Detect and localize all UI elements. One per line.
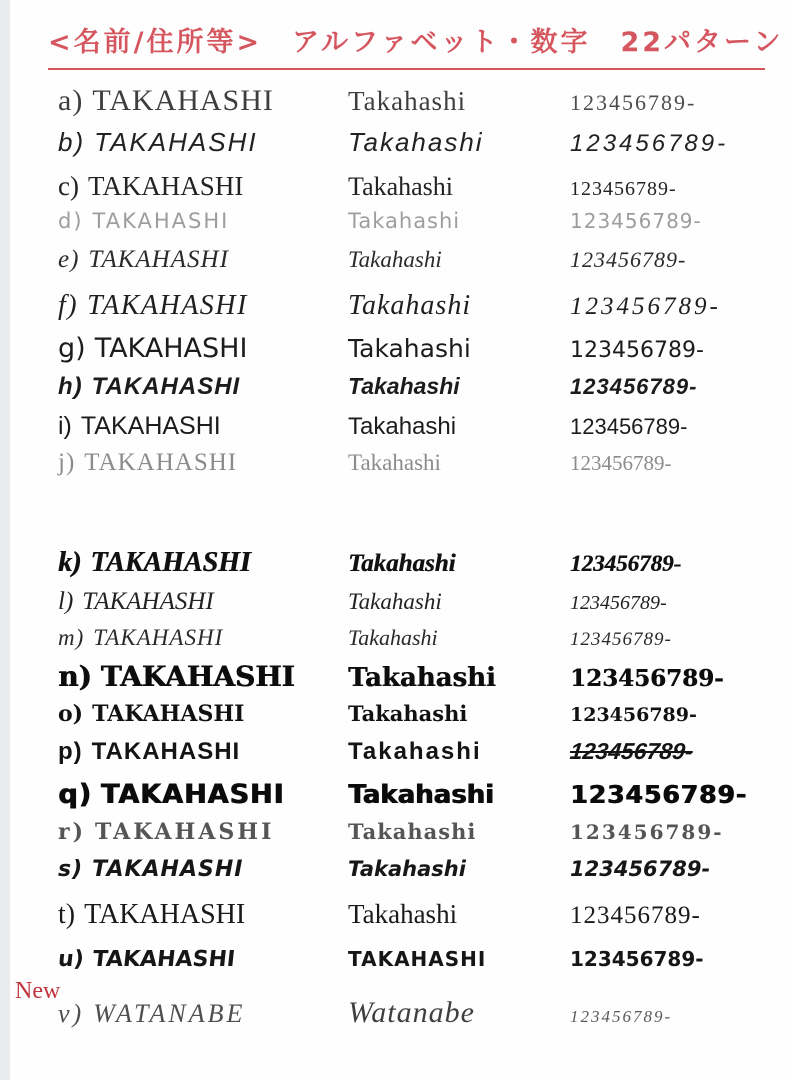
name-sample: TAKAHASHI xyxy=(88,246,229,273)
capitalized-sample: Takahashi xyxy=(348,127,484,157)
capitalized-sample: Takahashi xyxy=(348,247,442,272)
uppercase-sample xyxy=(58,701,348,727)
row-label: f) xyxy=(58,290,79,321)
numerals-sample: 123456789- xyxy=(570,130,729,157)
row-label: s) xyxy=(58,857,84,882)
font-sample-row xyxy=(58,84,773,118)
row-label: h) xyxy=(58,373,83,400)
numerals-sample: 123456789- xyxy=(570,704,697,726)
uppercase-sample xyxy=(58,209,348,233)
numerals-sample: 123456789- xyxy=(570,178,677,200)
font-sample-row xyxy=(58,701,773,727)
name-sample: TAKAHASHI xyxy=(100,660,295,693)
font-sample-row xyxy=(58,588,773,616)
row-label: l) xyxy=(58,588,74,615)
numerals-sample: 123456789- xyxy=(570,665,724,692)
numerals-sample: 123456789- xyxy=(570,629,672,650)
font-sample-row xyxy=(58,547,773,579)
name-sample: TAKAHASHI xyxy=(92,857,244,882)
uppercase-sample xyxy=(58,999,348,1029)
capitalized-sample: Takahashi xyxy=(348,701,468,726)
numerals-sample: 123456789- xyxy=(570,902,701,929)
font-sample-row xyxy=(58,899,773,931)
row-label: q) xyxy=(58,779,92,810)
row-label: d) xyxy=(58,209,84,233)
uppercase-sample xyxy=(58,127,348,158)
uppercase-sample xyxy=(58,857,348,882)
font-sample-row xyxy=(58,171,773,202)
name-sample: TAKAHASHI xyxy=(91,373,241,400)
font-sample-row xyxy=(58,412,773,441)
capitalized-sample: Takahashi xyxy=(348,738,482,765)
name-sample: TAKAHASHI xyxy=(92,701,245,727)
capitalized-sample: TAKAHASHI xyxy=(348,947,487,971)
capitalized-sample: Takahashi xyxy=(348,172,454,201)
capitalized-sample: Takahashi xyxy=(348,589,442,614)
capitalized-sample: Takahashi xyxy=(348,373,460,399)
font-sample-row xyxy=(58,373,773,401)
font-sample-row xyxy=(58,127,773,158)
name-sample: TAKAHASHI xyxy=(92,209,230,233)
font-sample-row xyxy=(58,819,773,845)
numerals-sample: 123456789- xyxy=(570,947,704,971)
row-label: v) xyxy=(58,999,85,1028)
name-sample: TAKAHASHI xyxy=(82,588,214,615)
capitalized-sample: Takahashi xyxy=(348,899,458,929)
font-sample-row xyxy=(58,738,773,766)
name-sample: TAKAHASHI xyxy=(93,625,224,650)
font-sample-row xyxy=(58,209,773,233)
name-sample: TAKAHASHI xyxy=(84,449,238,476)
row-label: t) xyxy=(58,899,76,930)
uppercase-sample xyxy=(58,738,348,766)
font-sample-row xyxy=(58,449,773,477)
uppercase-sample xyxy=(58,779,348,810)
capitalized-sample: Takahashi xyxy=(348,663,496,693)
name-sample: TAKAHASHI xyxy=(80,412,221,440)
numerals-sample: 123456789- xyxy=(570,374,698,399)
capitalized-sample: Takahashi xyxy=(348,209,461,233)
capitalized-sample: Takahashi xyxy=(348,625,438,650)
uppercase-sample xyxy=(58,246,348,274)
numerals-sample: 123456789- xyxy=(570,820,724,844)
row-label: n) xyxy=(58,660,92,693)
numerals-sample: 123456789- xyxy=(570,90,697,115)
uppercase-sample xyxy=(58,547,348,579)
uppercase-sample xyxy=(58,412,348,441)
numerals-sample: 123456789- xyxy=(570,293,721,320)
name-sample: TAKAHASHI xyxy=(100,779,285,810)
name-sample: TAKAHASHI xyxy=(94,127,258,157)
font-sample-row xyxy=(58,857,773,882)
name-sample: TAKAHASHI xyxy=(91,738,241,765)
uppercase-sample xyxy=(58,373,348,401)
capitalized-sample: Takahashi xyxy=(348,819,477,844)
row-label: i) xyxy=(58,412,72,440)
row-label: m) xyxy=(58,625,85,650)
name-sample: TAKAHASHI xyxy=(84,899,246,930)
uppercase-sample xyxy=(58,625,348,651)
font-sample-row xyxy=(58,660,773,693)
uppercase-sample xyxy=(58,819,348,845)
name-sample: TAKAHASHI xyxy=(90,547,251,578)
capitalized-sample: Takahashi xyxy=(348,290,472,321)
new-badge: New xyxy=(15,978,61,1004)
numerals-sample: 123456789- xyxy=(570,247,687,272)
row-label: r) xyxy=(58,819,86,845)
uppercase-sample xyxy=(58,290,348,322)
name-sample: TAKAHASHI xyxy=(87,171,244,201)
numerals-sample: 123456789- xyxy=(570,551,682,576)
left-edge-strip xyxy=(0,0,10,1080)
row-label: c) xyxy=(58,171,79,201)
uppercase-sample xyxy=(58,588,348,616)
row-label: a) xyxy=(58,84,84,117)
row-label: k) xyxy=(58,547,82,578)
font-sample-row xyxy=(58,996,773,1030)
numerals-sample: 123456789- xyxy=(570,451,672,475)
font-sample-row xyxy=(58,290,773,322)
numerals-sample: 123456789- xyxy=(570,780,747,809)
font-sample-row xyxy=(58,333,773,364)
uppercase-sample xyxy=(58,449,348,477)
row-label: j) xyxy=(58,449,76,476)
capitalized-sample: Takahashi xyxy=(348,413,457,440)
name-sample: TAKAHASHI xyxy=(87,290,248,321)
row-label: g) xyxy=(58,333,86,364)
row-label: o) xyxy=(58,701,84,727)
numerals-sample: 123456789- xyxy=(568,738,695,764)
name-sample: WATANABE xyxy=(93,999,246,1028)
name-sample: TAKAHASHI xyxy=(91,947,237,972)
font-sample-row xyxy=(58,779,773,810)
row-label: p) xyxy=(58,738,83,765)
capitalized-sample: Takahashi xyxy=(348,857,466,881)
uppercase-sample xyxy=(58,660,348,693)
row-label: e) xyxy=(58,246,80,273)
uppercase-sample xyxy=(57,947,350,972)
name-sample: TAKAHASHI xyxy=(92,84,274,117)
numerals-sample: 123456789- xyxy=(570,338,704,363)
uppercase-sample xyxy=(58,84,348,118)
capitalized-sample: Watanabe xyxy=(348,996,475,1029)
numerals-sample: 123456789- xyxy=(570,857,711,881)
capitalized-sample: Takahashi xyxy=(348,780,494,810)
capitalized-sample: Takahashi xyxy=(348,450,441,475)
uppercase-sample xyxy=(58,899,348,931)
uppercase-sample xyxy=(58,171,348,202)
uppercase-sample xyxy=(58,333,348,364)
capitalized-sample: Takahashi xyxy=(348,86,467,116)
font-sample-row xyxy=(58,947,773,972)
numerals-sample: 123456789- xyxy=(570,414,688,439)
row-label: b) xyxy=(58,127,86,157)
capitalized-sample: Takahashi xyxy=(348,550,456,577)
font-sample-row xyxy=(58,625,773,651)
capitalized-sample: Takahashi xyxy=(348,334,471,363)
row-label: u) xyxy=(56,947,86,972)
numerals-sample: 123456789- xyxy=(570,1007,673,1026)
name-sample: TAKAHASHI xyxy=(94,333,248,364)
name-sample: TAKAHASHI xyxy=(95,819,275,845)
numerals-sample: 123456789- xyxy=(570,592,667,614)
font-sample-row xyxy=(58,246,773,274)
page-title: <名前/住所等> アルファベット・数字 22パターン xyxy=(48,20,765,70)
numerals-sample: 123456789- xyxy=(570,209,702,233)
